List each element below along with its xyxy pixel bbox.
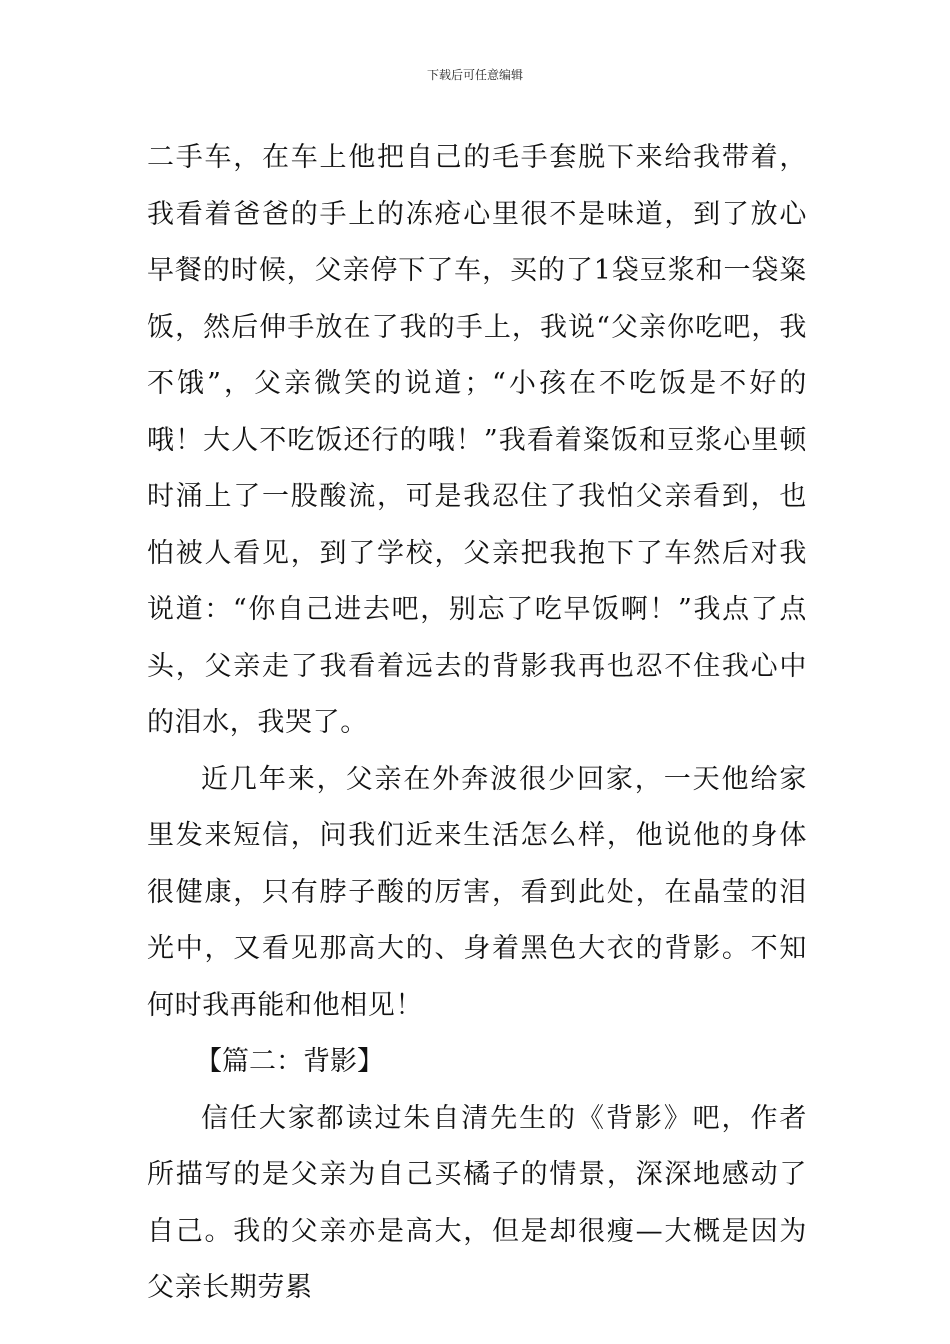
- section-heading: 【篇二：背影】: [195, 1046, 384, 1077]
- paragraph: 近几年来，父亲在外奔波很少回家，一天他给家里发来短信，问我们近来生活怎么样，他说他的身体很健康，只有脖子酸的厉害，看到此处，在晶莹的泪光中，又看见那高大的、身着黑色大衣的背影。不知何时我再能和他相见！: [147, 763, 807, 1021]
- page-header: 下载后可任意编辑: [426, 68, 523, 82]
- paragraph-continued: 二手车，在车上他把自己的毛手套脱下来给我带着，我看着爸爸的手上的冻疮心里很不是味道，到了放心早餐的时候，父亲停下了车，买的了1袋豆浆和一袋粢饭，然后伸手放在了我的手上，我说“父亲你吃吧，我不饿”，父亲微笑的说道；“小孩在不吃饭是不好的哦！大人不吃饭还行的哦！”我看着粢饭和豆浆心里顿时涌上了一股酸流，可是我忍住了我怕父亲看到，也怕被人看见，到了学校，父亲把我抱下了车然后对我说道：“你自己进去吧，别忘了吃早饭啊！”我点了点头，父亲走了我看着远去的背影我再也忍不住我心中的泪水，我哭了。: [147, 142, 807, 738]
- paragraph: 信任大家都读过朱自清先生的《背影》吧，作者所描写的是父亲为自己买橘子的情景，深深地感动了自己。我的父亲亦是高大，但是却很瘦—大概是因为父亲长期劳累: [147, 1102, 807, 1303]
- document-body: [147, 130, 807, 1317]
